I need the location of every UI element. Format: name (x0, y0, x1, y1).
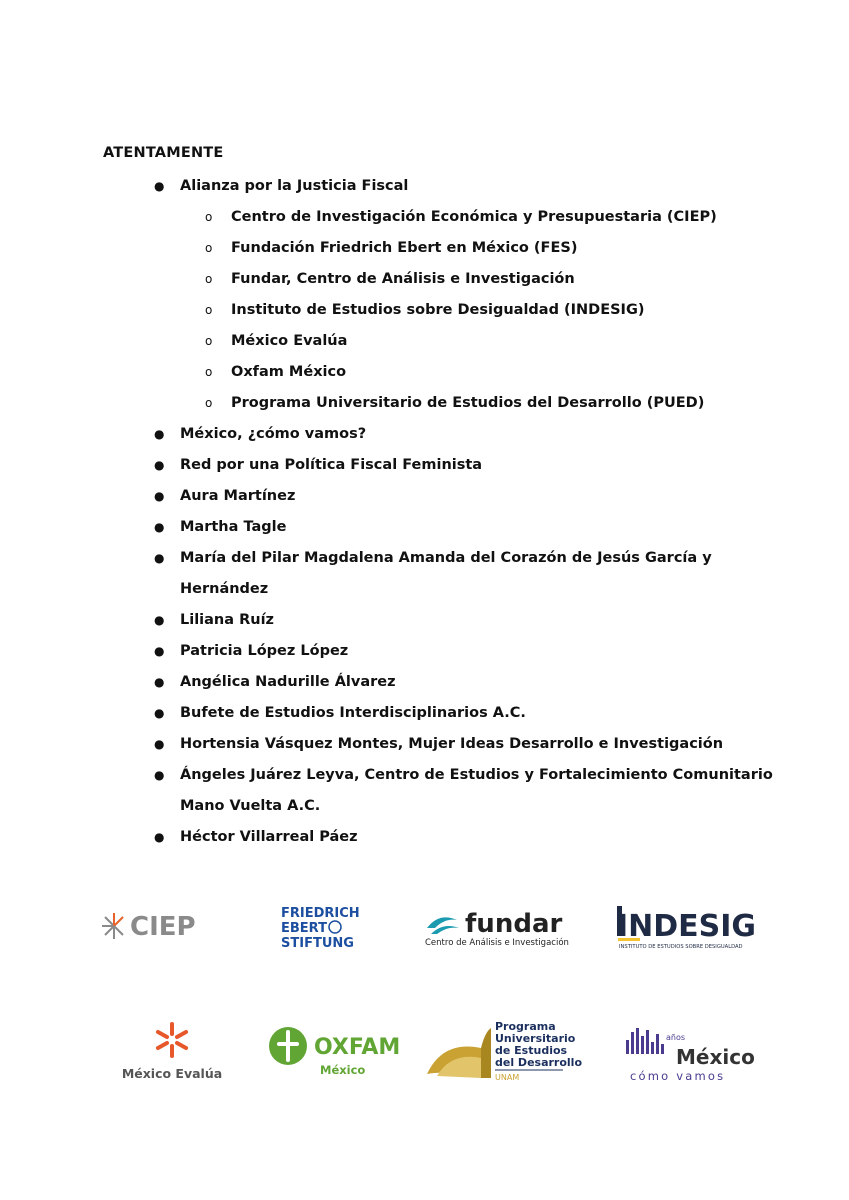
indesig-logo (617, 904, 757, 950)
list-item-label: Red por una Política Fiscal Feminista (180, 457, 483, 473)
circle-bullet-icon: o (205, 303, 213, 317)
indesig-tagline: INSTITUTO DE ESTUDIOS SOBRE DESIGUALDAD (619, 944, 743, 950)
list-item-label: México, ¿cómo vamos? (180, 426, 367, 442)
sub-list-item (0, 202, 849, 233)
bullet-icon: ● (154, 458, 165, 472)
ciep-logo (100, 908, 230, 944)
bullet-icon: ● (154, 551, 165, 565)
list-item-label: Martha Tagle (180, 519, 287, 535)
list-item-label: Patricia López López (180, 643, 349, 659)
list-item-label: Angélica Nadurille Álvarez (180, 674, 396, 690)
oxfam-country: México (320, 1063, 366, 1077)
bullet-icon: ● (154, 489, 165, 503)
book-icon (427, 1028, 491, 1078)
sub-list-item (0, 326, 849, 357)
list-item (0, 636, 849, 667)
fes-logo-line: STIFTUNG (281, 936, 354, 951)
fundar-logo (425, 906, 573, 948)
bullet-icon: ● (154, 706, 165, 720)
ciep-logo-text: CIEP (130, 912, 196, 942)
list-item-label: Hernández (180, 581, 269, 597)
pued-logo-line: Programa (495, 1020, 556, 1033)
sub-list-item (0, 295, 849, 326)
list-item (0, 822, 849, 853)
bullet-icon: ● (154, 520, 165, 534)
sub-list-item-label: Centro de Investigación Económica y Presupuestaria (CIEP) (231, 209, 717, 225)
list-item-label: Hortensia Vásquez Montes, Mujer Ideas Desarrollo e Investigación (180, 736, 724, 752)
sub-list-item-label: Programa Universitario de Estudios del Desarrollo (PUED) (231, 395, 705, 411)
sub-list-item-label: Oxfam México (231, 364, 347, 380)
pued-logo-line: Universitario (495, 1032, 576, 1045)
pued-logo-line: de Estudios (495, 1044, 568, 1057)
mcv-small-text: años (666, 1033, 686, 1042)
sub-list-item (0, 264, 849, 295)
signatories-list (0, 171, 849, 853)
bullet-icon: ● (154, 675, 165, 689)
sub-list-item (0, 388, 849, 419)
list-item (0, 698, 849, 729)
list-item-label: Aura Martínez (180, 488, 296, 504)
list-item (0, 512, 849, 543)
fundar-logo-text: fundar (465, 909, 563, 939)
oxfam-logo (268, 1022, 401, 1080)
closing-heading: ATENTAMENTE (103, 145, 224, 161)
list-item (0, 171, 849, 202)
sub-list-item-label: México Evalúa (231, 333, 348, 349)
sub-list-item-label: Fundación Friedrich Ebert en México (FES) (231, 240, 578, 256)
star-icon (158, 1024, 186, 1056)
mexico-como-vamos-logo (626, 1026, 755, 1084)
list-item-label: Liliana Ruíz (180, 612, 274, 628)
bullet-icon: ● (154, 427, 165, 441)
circle-bullet-icon: o (205, 241, 213, 255)
fes-logo (281, 903, 365, 951)
fes-logo-line: EBERT (281, 921, 327, 936)
fundar-tagline: Centro de Análisis e Investigación (425, 938, 569, 948)
list-item (0, 543, 849, 574)
list-item-label: Bufete de Estudios Interdisciplinarios A.C. (180, 705, 526, 721)
bullet-icon: ● (154, 644, 165, 658)
list-item (0, 605, 849, 636)
list-item-label: Alianza por la Justicia Fiscal (180, 178, 409, 194)
mcv-tagline: cómo vamos (630, 1069, 726, 1083)
bars-icon (626, 1028, 664, 1054)
oxfam-logo-text: OXFAM (314, 1035, 401, 1060)
pued-unam: UNAM (495, 1073, 520, 1082)
wave-icon (427, 917, 459, 934)
circle-bullet-icon: o (205, 365, 213, 379)
sub-list-item (0, 357, 849, 388)
circle-bullet-icon: o (205, 210, 213, 224)
list-item-continuation (0, 791, 849, 822)
indesig-logo-text: INDESIG (617, 909, 757, 944)
sub-list-item-label: Instituto de Estudios sobre Desigualdad (INDESIG) (231, 302, 645, 318)
pued-logo-line: del Desarrollo (495, 1056, 583, 1069)
pued-logo (427, 1018, 583, 1082)
sub-list-item-label: Fundar, Centro de Análisis e Investigación (231, 271, 575, 287)
list-item (0, 729, 849, 760)
list-item-label: Héctor Villarreal Páez (180, 829, 358, 845)
sub-list-item (0, 233, 849, 264)
bullet-icon: ● (154, 179, 165, 193)
mcv-logo-text: México (676, 1045, 755, 1069)
globe-icon (329, 921, 341, 933)
bullet-icon: ● (154, 768, 165, 782)
list-item-label: Mano Vuelta A.C. (180, 798, 321, 814)
list-item-label: Ángeles Juárez Leyva, Centro de Estudios y Fortalecimiento Comunitario (180, 767, 773, 783)
circle-bullet-icon: o (205, 334, 213, 348)
list-item (0, 667, 849, 698)
list-item (0, 419, 849, 450)
bullet-icon: ● (154, 613, 165, 627)
ciep-burst-icon (102, 913, 123, 939)
list-item (0, 450, 849, 481)
list-item (0, 481, 849, 512)
fes-logo-line: FRIEDRICH (281, 906, 360, 921)
circle-bullet-icon: o (205, 396, 213, 410)
bullet-icon: ● (154, 737, 165, 751)
list-item-continuation (0, 574, 849, 605)
list-item-label: María del Pilar Magdalena Amanda del Corazón de Jesús García y (180, 550, 712, 566)
mexico-evalua-logo (120, 1018, 224, 1082)
list-item (0, 760, 849, 791)
bullet-icon: ● (154, 830, 165, 844)
mexico-evalua-logo-text: México Evalúa (121, 1066, 223, 1081)
circle-bullet-icon: o (205, 272, 213, 286)
